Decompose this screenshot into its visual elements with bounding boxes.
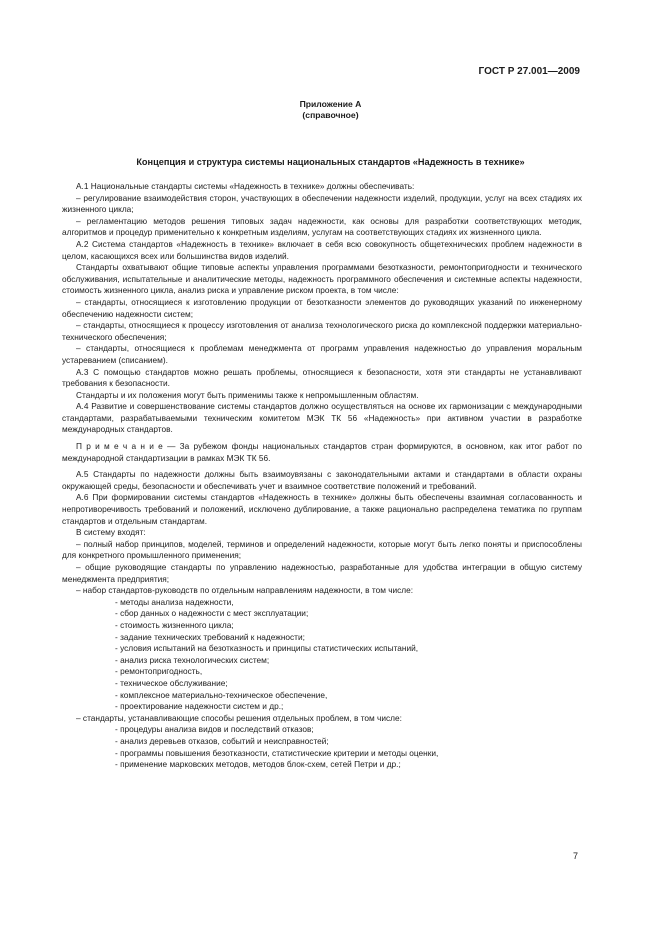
paragraph: А.1 Национальные стандарты системы «Надежность в технике» должны обеспечивать: bbox=[76, 181, 415, 191]
sublist-item: - программы повышения безотказности, статистические критерии и методы оценки, bbox=[115, 747, 439, 758]
list-item: – стандарты, относящиеся к проблемам менеджмента от программ управления надежностью до управления моральным устареванием (списанием). bbox=[62, 343, 582, 365]
sublist-item: - методы анализа надежности, bbox=[115, 596, 234, 607]
paragraph: А.4 Развитие и совершенствование системы стандартов должно осуществляться на основе их гармонизации с международными стандартами, разрабатываемыми техническим комитетом МЭК ТК 56 «Надежность» при активном участии в разработке международных стандартов. bbox=[62, 401, 582, 435]
document-title: Концепция и структура системы национальных стандартов «Надежность в технике» bbox=[136, 157, 525, 167]
paragraph: А.3 С помощью стандартов можно решать проблемы, относящиеся к безопасности, хотя эти стандарты не устанавливают требования к безопасности. bbox=[62, 366, 582, 389]
annex-type: (справочное) bbox=[302, 110, 359, 120]
sublist-item: - анализ риска технологических систем; bbox=[115, 654, 270, 665]
sublist-item: - сбор данных о надежности с мест эксплуатации; bbox=[115, 608, 309, 619]
paragraph: Стандарты охватывают общие типовые аспекты управления программами безотказности, ремонтопригодности и технического обслуживания, испытательные и аналитические методы, надежность программного обеспечения и системные аспекты надежности, стоимость жизненного цикла, анализ риска и управление риском проекта, в том числе: bbox=[62, 262, 582, 296]
sublist-item: - применение марковских методов, методов блок-схем, сетей Петри и др.; bbox=[115, 759, 401, 770]
paragraph: В систему входят: bbox=[76, 527, 146, 538]
list-item: – общие руководящие стандарты по управлению надежностью, разработанные для удобства интеграции в общую систему менеджмента предприятия; bbox=[62, 562, 582, 584]
sublist-item: - процедуры анализа видов и последствий отказов; bbox=[115, 724, 314, 735]
annex-heading bbox=[0, 99, 661, 121]
list-item: – стандарты, устанавливающие способы решения отдельных проблем, в том числе: bbox=[76, 712, 402, 723]
sublist bbox=[62, 724, 582, 770]
paragraph: А.6 При формировании системы стандартов «Надежность в технике» должны быть обеспечены взаимная согласованность и непротиворечивость требований и положений, исключено дублирование, а также рационально распределена тематика по группам стандартов и отдельным стандартам. bbox=[62, 492, 582, 526]
list-item: – набор стандартов-руководств по отдельным направлениям надежности, в том числе: bbox=[76, 585, 414, 596]
note-text: — За рубежом фонды национальных стандартов стран формируются, в основном, как итог работ по международной стандартизации в рамках МЭК ТК 56. bbox=[62, 441, 583, 463]
sublist bbox=[62, 597, 582, 713]
annex-label: Приложение А bbox=[299, 99, 362, 109]
standard-number: ГОСТ Р 27.001—2009 bbox=[478, 66, 580, 77]
list-item: – регулирование взаимодействия сторон, участвующих в обеспечении надежности изделий, продукции, услуг на всех стадиях их жизненного цикла; bbox=[62, 192, 582, 215]
sublist-item: - стоимость жизненного цикла; bbox=[115, 619, 234, 630]
note-label: П р и м е ч а н и е bbox=[76, 441, 163, 452]
paragraph: А.5 Стандарты по надежности должны быть взаимоувязаны с законодательными актами и стандартами в области охраны окружающей среды, безопасности и обеспечивать учет и взаимное соответствие положений и требований. bbox=[62, 469, 582, 491]
list-item: – полный набор принципов, моделей, терминов и определений надежности, которые могут быть легко поняты и приспособлены для конкретного промышленного применения; bbox=[62, 538, 582, 561]
sublist-item: - техническое обслуживание; bbox=[115, 677, 228, 688]
sublist-item: - анализ деревьев отказов, событий и неисправностей; bbox=[115, 735, 329, 746]
list-item: – стандарты, относящиеся к процессу изготовления от анализа технологического риска до комплексной поддержки материально-технического обеспечения; bbox=[62, 320, 582, 342]
note bbox=[62, 441, 582, 464]
document-body bbox=[62, 181, 582, 771]
sublist-item: - задание технических требований к надежности; bbox=[115, 631, 305, 642]
sublist-item: - проектирование надежности систем и др.; bbox=[115, 701, 284, 712]
sublist-item: - комплексное материально-техническое обеспечение, bbox=[115, 689, 328, 700]
paragraph: А.2 Система стандартов «Надежность в технике» включает в себя всю совокупность общетехнических проблем надежности в целом, касающихся всех или большинства видов изделий. bbox=[62, 238, 582, 261]
list-item: – стандарты, относящиеся к изготовлению продукции от безотказности элементов до руководящих указаний по инженерному обеспечению надежности систем; bbox=[62, 296, 582, 319]
list-item: – регламентацию методов решения типовых задач надежности, как основы для разработки соответствующих методик, алгоритмов и процедур применительно к конкретным изделиям, услугам на соответствующих стадиях их жизненного цикла. bbox=[62, 215, 582, 238]
page-number: 7 bbox=[572, 851, 578, 861]
sublist-item: - ремонтопригодность, bbox=[115, 666, 203, 677]
sublist-item: - условия испытаний на безотказность и принципы статистических испытаний, bbox=[115, 643, 419, 654]
paragraph: Стандарты и их положения могут быть применимы также к непромышленным областям. bbox=[76, 389, 419, 400]
